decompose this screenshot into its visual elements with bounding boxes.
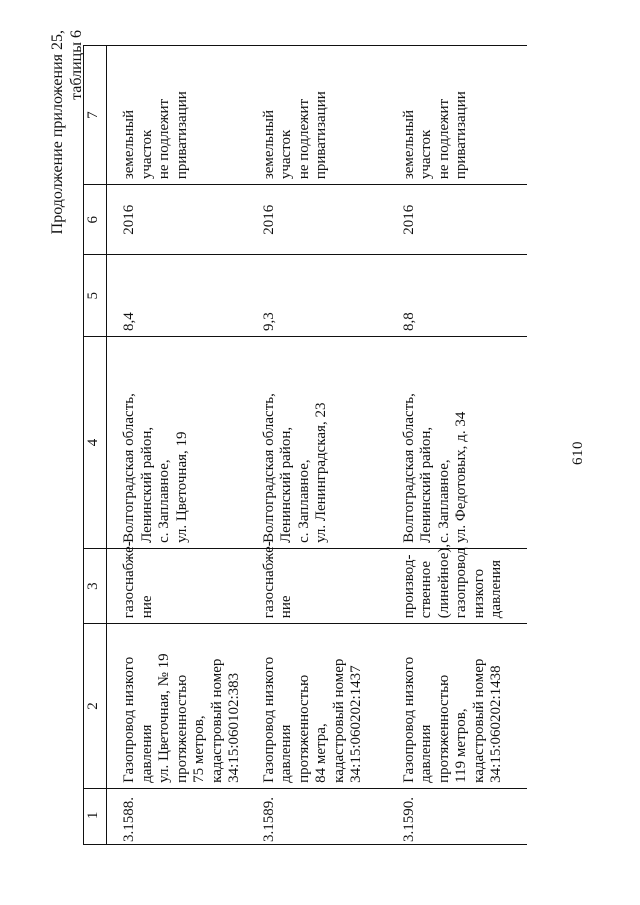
caption-line-2: таблицы 6 [68, 30, 85, 100]
address-line: Ленинский район, [278, 426, 294, 543]
note-line: не подлежит [156, 98, 172, 180]
purpose-line: ние [138, 595, 155, 619]
note-cell [107, 46, 247, 185]
note-line: участок [138, 129, 155, 180]
header-col-3: 3 [84, 548, 107, 623]
note-line: приватизации [313, 91, 329, 180]
purpose-line: газоснабже- [260, 541, 277, 619]
property-table [83, 45, 527, 845]
header-col-7: 7 [84, 46, 107, 185]
page-number: 610 [570, 441, 586, 465]
note-line: приватизации [173, 91, 190, 180]
year-cell: 2016 [107, 185, 247, 255]
object-name-line: Газопровод низкого [400, 656, 417, 783]
address-line: с. Заплавное, [295, 459, 312, 543]
purpose-cell [247, 541, 387, 623]
purpose-line: низкого [470, 568, 487, 619]
object-name-line: Газопровод низкого [260, 656, 277, 783]
year-cell: 2016 [387, 185, 527, 255]
object-name-line: давления [418, 724, 434, 783]
note-line: земельный [260, 109, 277, 180]
header-col-5: 5 [84, 255, 107, 337]
object-name-line: протяженностью [295, 674, 312, 783]
object-name-line: ул. Цветочная, № 19 [156, 653, 172, 783]
note-line: земельный [121, 109, 137, 180]
address-line: Ленинский район, [138, 426, 155, 543]
note-line: не подлежит [435, 98, 452, 180]
object-name-line: 75 метров, [191, 715, 207, 783]
address-cell [107, 337, 247, 549]
row-number-cell: 3.1589. [247, 788, 387, 844]
value-cell: 9,3 [247, 255, 387, 337]
object-name-line: Газопровод низкого [121, 656, 137, 783]
object-name-line: кадастровый номер [208, 658, 225, 783]
row-number-cell: 3.1588. [107, 788, 247, 844]
note-line: земельный [400, 109, 417, 180]
purpose-line: ние [278, 595, 294, 619]
address-line: Волгоградская область, [260, 393, 277, 543]
address-line: ул. Ленинградская, 23 [313, 402, 329, 543]
table-row [387, 46, 527, 845]
address-line: с. Заплавное, [435, 459, 452, 543]
purpose-line: давления [488, 559, 504, 619]
header-col-6: 6 [84, 185, 107, 255]
table-caption [48, 30, 86, 234]
table-row [107, 46, 247, 845]
note-line: участок [278, 129, 294, 180]
address-line: с. Заплавное, [156, 459, 172, 543]
purpose-line: газопровод [453, 547, 469, 619]
year-cell: 2016 [247, 185, 387, 255]
object-name-line: давления [278, 724, 294, 783]
object-name-line: протяженностью [173, 674, 190, 783]
address-cell [387, 337, 527, 549]
header-col-1: 1 [84, 788, 107, 844]
header-col-2: 2 [84, 624, 107, 789]
note-line: не подлежит [295, 98, 312, 180]
address-line: ул. Федотовых, д. 34 [453, 411, 469, 543]
object-name-line: кадастровый номер [470, 658, 487, 783]
object-name-line: 34:15:060102:383 [226, 672, 242, 783]
object-name-line: давления [138, 724, 155, 783]
address-line: Волгоградская область, [121, 393, 137, 543]
note-line: приватизации [453, 91, 469, 180]
table-body [107, 46, 527, 845]
value-cell: 8,4 [107, 255, 247, 337]
purpose-cell [387, 543, 527, 623]
row-number-cell: 3.1590. [387, 788, 527, 844]
object-name-line: 119 метров, [453, 708, 469, 783]
address-line: ул. Цветочная, 19 [173, 431, 190, 543]
purpose-line: (линейное), [435, 543, 452, 619]
table-row [247, 46, 387, 845]
object-name-line: 84 метра, [313, 723, 329, 783]
purpose-line: газоснабже- [121, 541, 137, 619]
header-col-4: 4 [84, 337, 107, 549]
header-row [84, 46, 107, 845]
object-name-cell [247, 624, 387, 789]
value-cell: 8,8 [387, 255, 527, 337]
object-name-line: 34:15:060202:1438 [488, 665, 504, 783]
purpose-line: ственное [418, 560, 434, 619]
object-name-cell [107, 624, 247, 789]
object-name-line: протяженностью [435, 674, 452, 783]
object-name-cell [387, 624, 527, 789]
caption-line-1: Продолжение приложения 25, [49, 30, 66, 235]
address-line: Волгоградская область, [400, 393, 417, 543]
note-cell [247, 46, 387, 185]
address-cell [247, 337, 387, 549]
purpose-cell [107, 541, 247, 623]
note-line: участок [418, 129, 434, 180]
object-name-line: 34:15:060202:1437 [348, 665, 364, 783]
address-line: Ленинский район, [418, 426, 434, 543]
purpose-line: производ- [400, 554, 417, 619]
note-cell [387, 46, 527, 185]
object-name-line: кадастровый номер [330, 658, 347, 783]
